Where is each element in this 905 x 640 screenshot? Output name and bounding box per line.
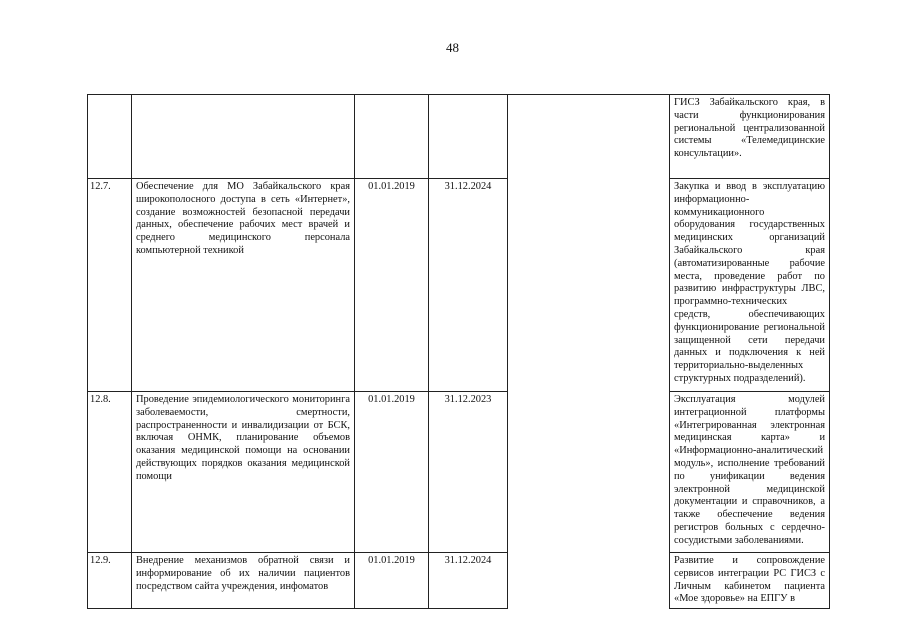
start-date <box>355 95 429 179</box>
expected-result: Развитие и сопровождение сервисов интеграции РС ГИСЗ с Личным кабинетом пациента «Мое здоровье» на ЕПГУ в <box>670 553 830 609</box>
responsible-cell <box>508 392 670 553</box>
responsible-cell <box>508 553 670 609</box>
start-date: 01.01.2019 <box>355 179 429 392</box>
page-number: 48 <box>446 40 459 55</box>
responsible-cell <box>508 95 670 179</box>
table-row <box>88 392 830 553</box>
activity-name: Обеспечение для МО Забайкальского края широкополосного доступа в сеть «Интернет», создание возможностей безопасной передачи данных, обеспечение рабочих мест врачей и среднего медицинского персонала компьютерной техникой <box>132 179 355 392</box>
end-date <box>429 95 508 179</box>
row-number: 12.7. <box>88 179 132 392</box>
end-date: 31.12.2024 <box>429 179 508 392</box>
start-date: 01.01.2019 <box>355 392 429 553</box>
row-number: 12.9. <box>88 553 132 609</box>
end-date: 31.12.2023 <box>429 392 508 553</box>
activity-name <box>132 95 355 179</box>
activity-name: Проведение эпидемиологического мониторинга заболеваемости, смертности, распространенности и инвалидизации от БСК, включая ОНМК, планирование объемов оказания медицинской помощи на основании действующих порядков оказания медицинской помощи <box>132 392 355 553</box>
table-row <box>88 179 830 392</box>
expected-result: Эксплуатация модулей интеграционной платформы «Интегрированная электронная медицинская карта» и «Информационно-аналитический модуль», исполнение требований по унификации ведения электронной медицинской документации и справочников, а также обеспечение ведения регистров больных с сердечно-сосудистыми заболеваниями. <box>670 392 830 553</box>
expected-result: ГИСЗ Забайкальского края, в части функционирования региональной централизованной системы «Телемедицинские консультации». <box>670 95 830 179</box>
activity-name: Внедрение механизмов обратной связи и информирование об их наличии пациентов посредством сайта учреждения, инфоматов <box>132 553 355 609</box>
start-date: 01.01.2019 <box>355 553 429 609</box>
row-number: 12.8. <box>88 392 132 553</box>
end-date: 31.12.2024 <box>429 553 508 609</box>
responsible-cell <box>508 179 670 392</box>
table-row <box>88 553 830 609</box>
plan-table <box>87 94 830 609</box>
expected-result: Закупка и ввод в эксплуатацию информационно-коммуникационного оборудования государственных медицинских организаций Забайкальского края (автоматизированные рабочие места, проведение работ по развитию инфраструктуры ЛВС, программно-технических средств, обеспечивающих функционирование региональной защищенной сети передачи данных и подключения к ней территориально-выделенных структурных подразделений). <box>670 179 830 392</box>
table-row <box>88 95 830 179</box>
row-number <box>88 95 132 179</box>
